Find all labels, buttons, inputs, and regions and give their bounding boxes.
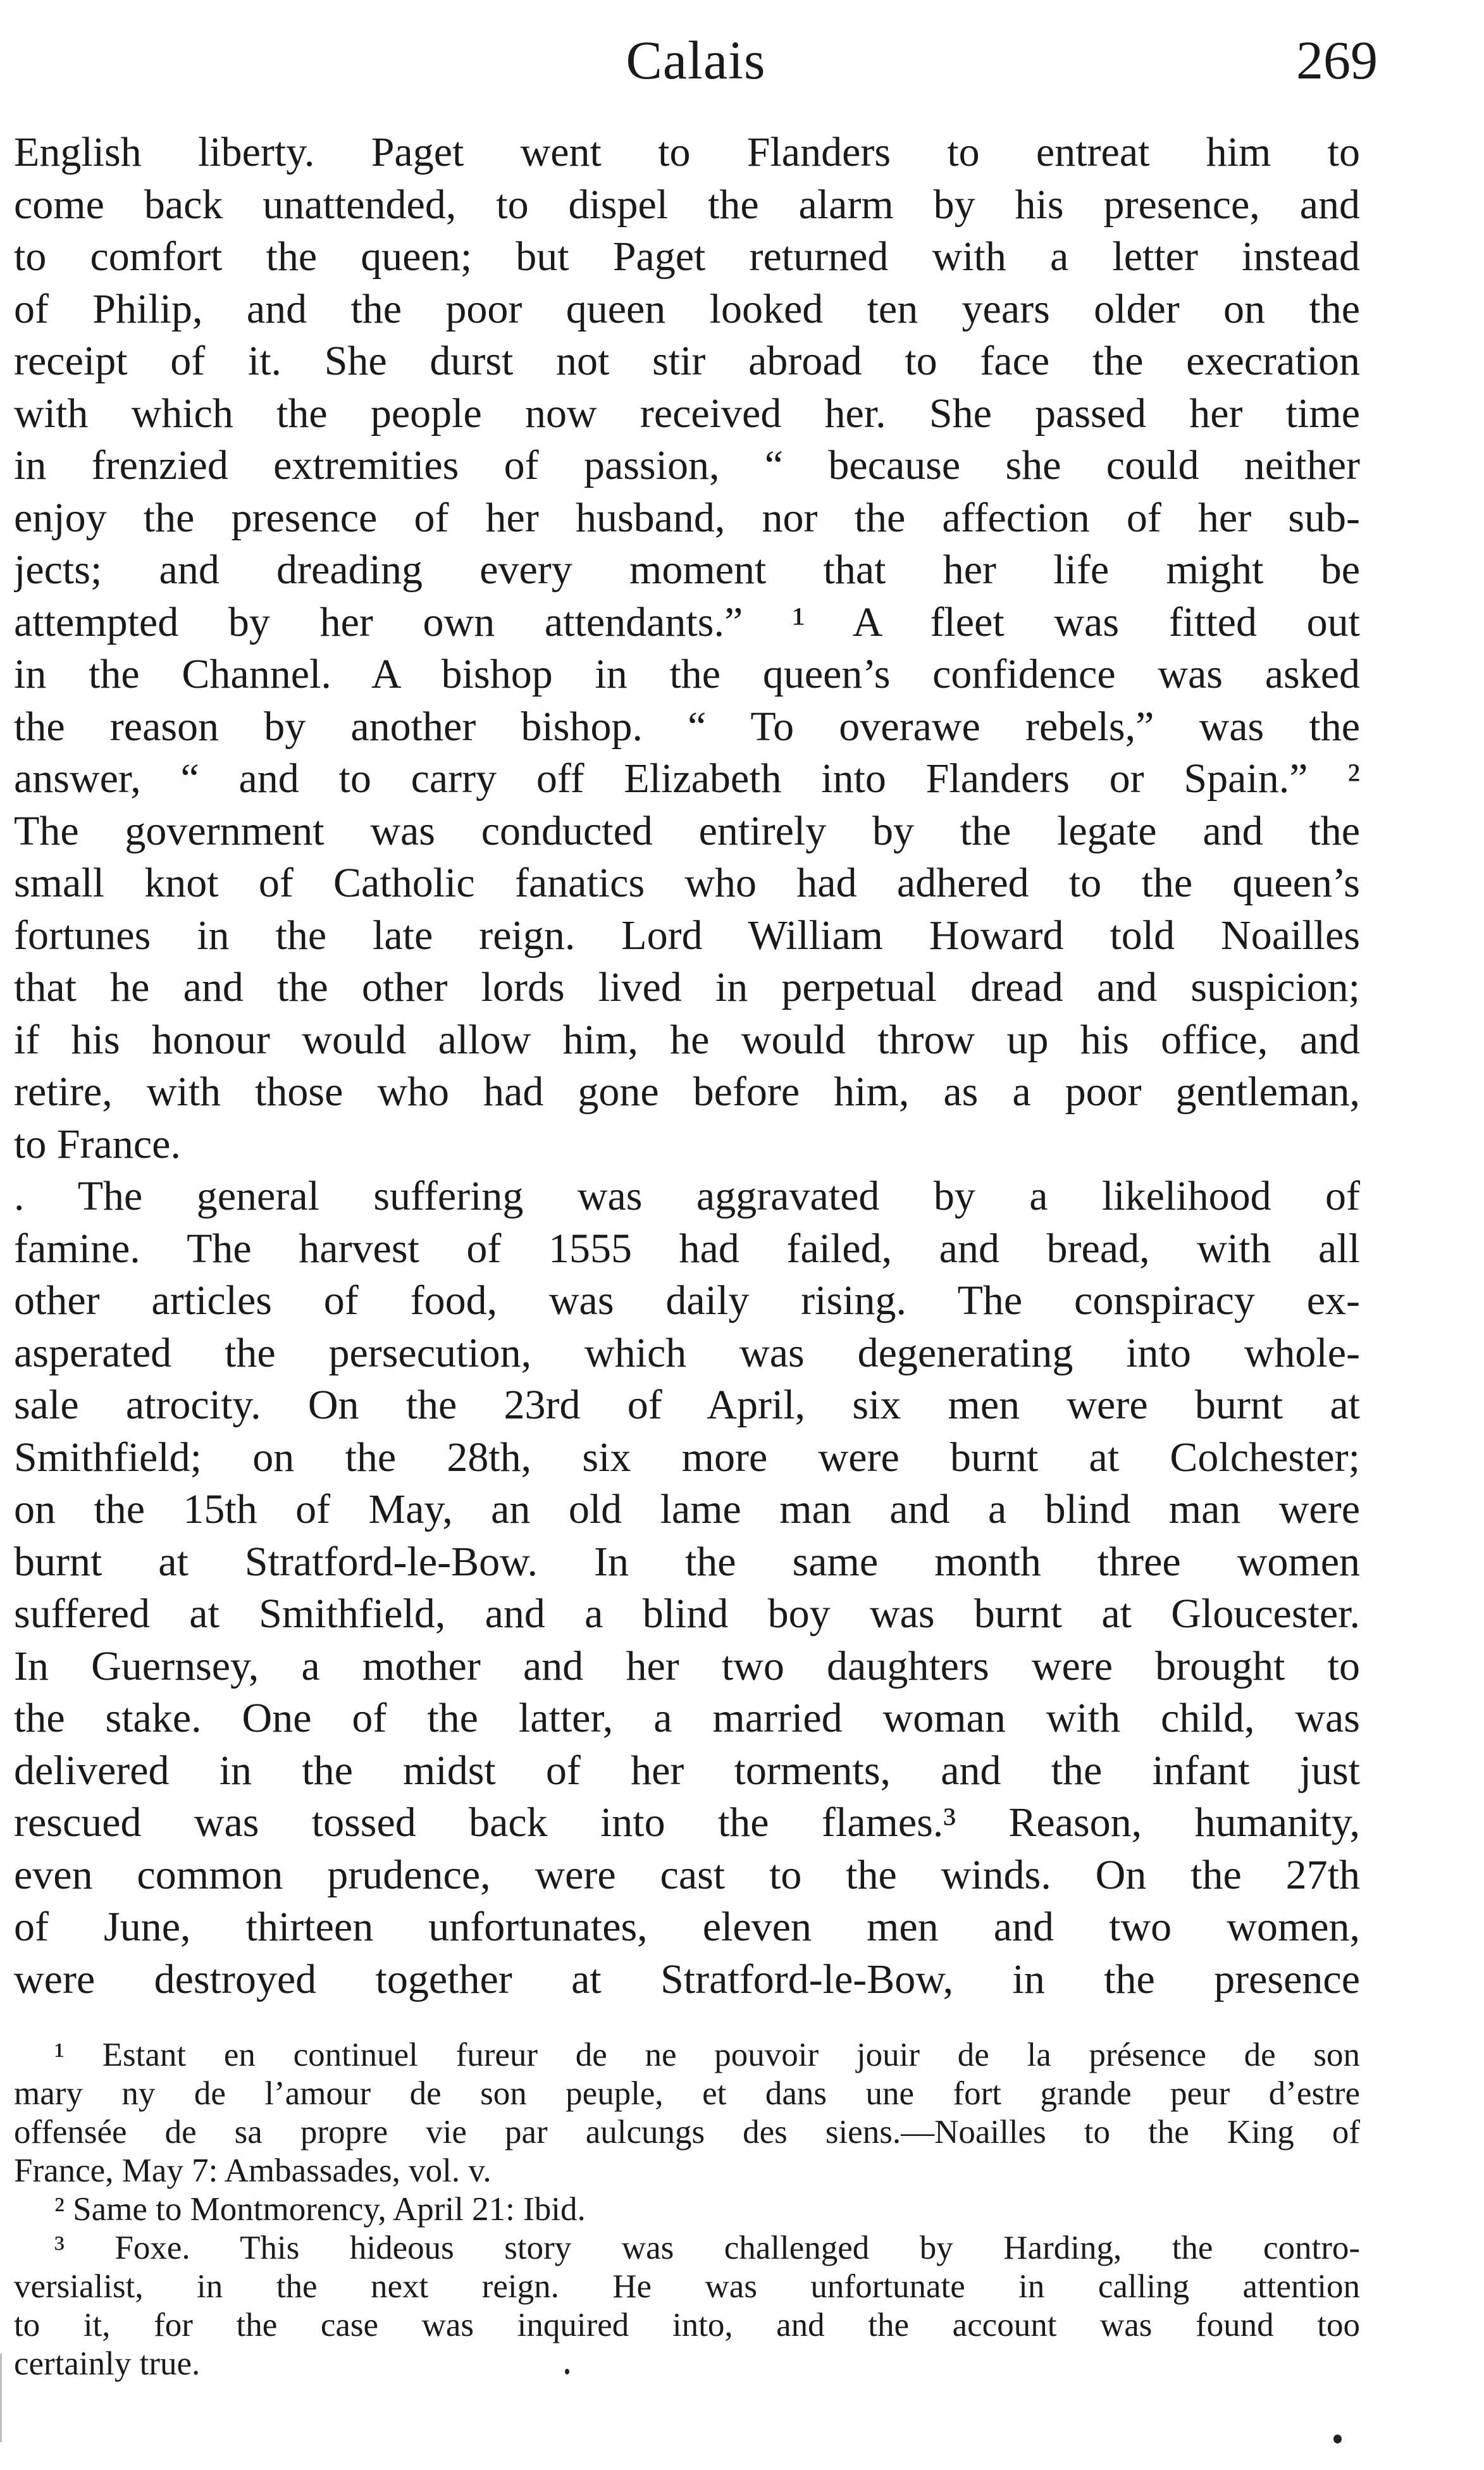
body-line: were destroyed together at Stratford-le-Bow, in the presence xyxy=(14,1956,1360,2002)
body-line: suffered at Smithfield, and a blind boy was burnt at Gloucester. xyxy=(14,1591,1360,1637)
body-line: burnt at Stratford-le-Bow. In the same month three women xyxy=(14,1538,1360,1585)
body-line: In Guernsey, a mother and her two daughters were brought to xyxy=(14,1642,1360,1689)
body-line: that he and the other lords lived in perpetual dread and suspicion; xyxy=(14,964,1360,1010)
body-text xyxy=(14,127,1360,2006)
footnote-line: mary ny de l’amour de son peuple, et dans une fort grande peur d’estre xyxy=(14,2075,1360,2112)
footnote-line: ³ Foxe. This hideous story was challenged by Harding, the contro- xyxy=(54,2230,1360,2266)
ink-speck xyxy=(1333,2435,1342,2443)
footnote-line: France, May 7: Ambassades, vol. v. xyxy=(14,2152,492,2189)
body-line: on the 15th of May, an old lame man and a blind man were xyxy=(14,1486,1360,1532)
footnote-line: ¹ Estant en continuel fureur de ne pouvoir jouir de la présence de son xyxy=(54,2037,1360,2073)
footnote-line: certainly true. xyxy=(14,2345,201,2382)
body-line: famine. The harvest of 1555 had failed, and bread, with all xyxy=(14,1225,1360,1272)
body-line: answer, “ and to carry off Elizabeth into Flanders or Spain.” ² xyxy=(14,755,1360,802)
body-line: even common prudence, were cast to the winds. On the 27th xyxy=(14,1851,1360,1898)
body-line: with which the people now received her. She passed her time xyxy=(14,390,1360,437)
body-line: come back unattended, to dispel the alarm by his presence, and xyxy=(14,181,1360,228)
footnote-line: offensée de sa propre vie par aulcungs des siens.—Noailles to the King of xyxy=(14,2114,1360,2150)
footnotes xyxy=(14,2036,1360,2383)
body-line: to comfort the queen; but Paget returned with a letter instead xyxy=(14,233,1360,280)
body-line: receipt of it. She durst not stir abroad to face the execration xyxy=(14,338,1360,384)
body-line: fortunes in the late reign. Lord William Howard told Noailles xyxy=(14,912,1360,959)
chapter-title: Calais xyxy=(626,30,766,90)
body-line: if his honour would allow him, he would throw up his office, and xyxy=(14,1016,1360,1063)
body-line: retire, with those who had gone before him, as a poor gentleman, xyxy=(14,1069,1360,1115)
body-line: enjoy the presence of her husband, nor the affection of her sub- xyxy=(14,494,1360,541)
body-line: asperated the persecution, which was degenerating into whole- xyxy=(14,1329,1360,1376)
body-line: of June, thirteen unfortunates, eleven men and two women, xyxy=(14,1904,1360,1950)
body-line: the stake. One of the latter, a married woman with child, was xyxy=(14,1695,1360,1741)
body-line: jects; and dreading every moment that her life might be xyxy=(14,547,1360,593)
footnote-line: ² Same to Montmorency, April 21: Ibid. xyxy=(54,2191,586,2228)
page-number: 269 xyxy=(1296,30,1378,90)
body-line: Smithfield; on the 28th, six more were burnt at Colchester; xyxy=(14,1434,1360,1480)
body-line: other articles of food, was daily rising. The conspiracy ex- xyxy=(14,1277,1360,1324)
body-line: The government was conducted entirely by the legate and the xyxy=(14,807,1360,854)
running-head xyxy=(0,25,1484,95)
body-line: in the Channel. A bishop in the queen’s confidence was asked xyxy=(14,651,1360,697)
body-line: the reason by another bishop. “ To overawe rebels,” was the xyxy=(14,703,1360,750)
body-line: of Philip, and the poor queen looked ten years older on the xyxy=(14,285,1360,332)
body-line: sale atrocity. On the 23rd of April, six men were burnt at xyxy=(14,1382,1360,1428)
body-line: . The general suffering was aggravated by a likelihood of xyxy=(14,1173,1360,1219)
body-line: delivered in the midst of her torments, and the infant just xyxy=(14,1747,1360,1794)
body-line: small knot of Catholic fanatics who had adhered to the queen’s xyxy=(14,860,1360,906)
body-line: attempted by her own attendants.” ¹ A fleet was fitted out xyxy=(14,599,1360,645)
footnote-line: versialist, in the next reign. He was unfortunate in calling attention xyxy=(14,2268,1360,2305)
body-line: to France. xyxy=(14,1120,181,1167)
body-line: English liberty. Paget went to Flanders to entreat him to xyxy=(14,129,1360,175)
footnote-line: to it, for the case was inquired into, and the account was found too xyxy=(14,2307,1360,2343)
body-line: in frenzied extremities of passion, “ because she could neither xyxy=(14,442,1360,488)
body-line: rescued was tossed back into the flames.³ Reason, humanity, xyxy=(14,1799,1360,1846)
page-edge-mark xyxy=(0,2354,2,2442)
